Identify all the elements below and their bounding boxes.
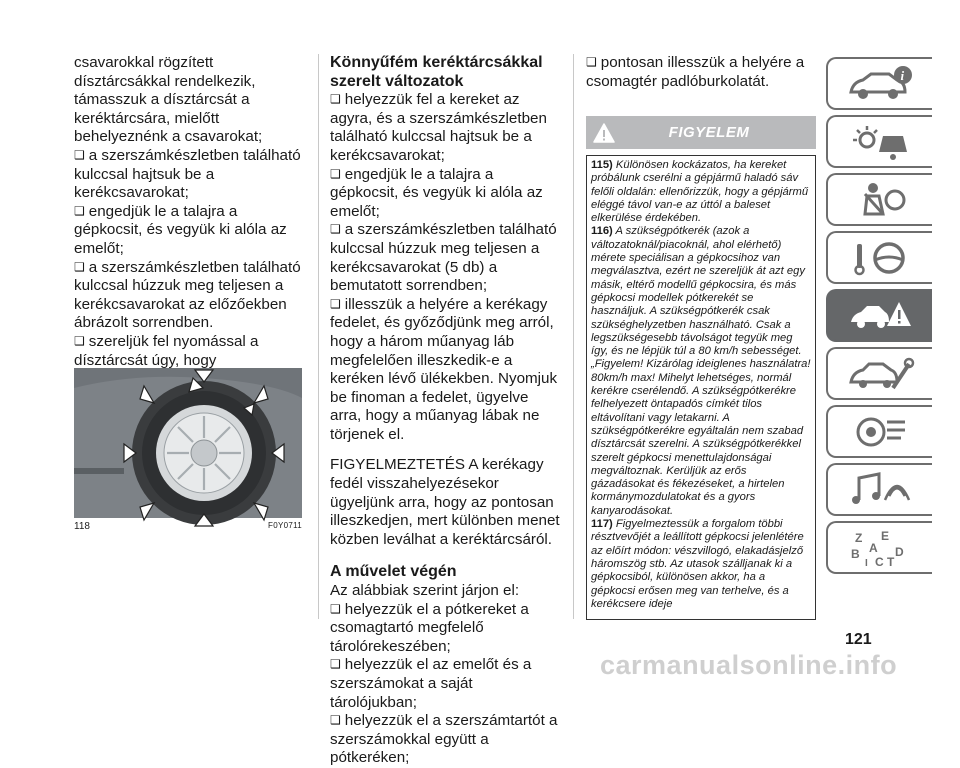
technical-data-icon — [845, 412, 915, 452]
list-item: ❑ a szerszámkészletben található kulccsal húzzuk meg teljesen a kerékcsavarokat az előzőekben ábrázolt sorrendben. — [74, 259, 302, 333]
warning-number: 117) — [591, 518, 613, 531]
warning-box — [586, 155, 816, 620]
svg-text:E: E — [881, 528, 890, 543]
list-item: ❑ a szerszámkészletben található kulccsal hajtsuk be a kerékcsavarokat; — [74, 147, 302, 203]
list-item: ❑ illesszük a helyére a kerékagy fedelet, és győződjünk meg arról, hogy a három műanyag láb megfelelően illeszkedik-e a keréken lévő ülékekben. Nyomjuk be finoman a fedelet, ügyelve arra, hogy a műanyag lábak ne törjenek el. — [330, 296, 562, 445]
section-heading: Könnyűfém keréktárcsákkal szerelt változatok — [330, 54, 543, 90]
wheel-figure — [74, 368, 302, 518]
paragraph: Az alábbiak szerint járjon el: — [330, 582, 520, 600]
subsection-heading: A művelet végén — [330, 563, 457, 581]
tab-starting[interactable] — [826, 231, 932, 284]
car-info-icon — [845, 64, 915, 104]
svg-text:A: A — [869, 540, 878, 555]
list-item: ❑ pontosan illesszük a helyére a csomagtér padlóburkolatát. — [586, 54, 818, 91]
column-divider — [318, 54, 319, 619]
caution-note: FIGYELMEZTETÉS A kerékagy fedél visszahelyezésekor ügyeljünk arra, hogy az pontosan illeszkedjen, mert különben menet közben leválhat a keréktárcsáról. — [330, 456, 560, 548]
page-number: 121 — [845, 631, 872, 648]
warning-triangle-icon — [586, 116, 622, 149]
column-2 — [330, 54, 562, 768]
svg-text:B: B — [851, 546, 860, 561]
tab-dashboard[interactable] — [826, 115, 932, 168]
warning-header — [586, 116, 816, 149]
list-item: ❑ helyezzük el az emelőt és a szerszámokat a saját tárolójukban; — [330, 656, 562, 712]
figure-code: F0Y0711 — [268, 521, 302, 530]
alphabetical-index-icon — [845, 528, 915, 568]
warning-item — [591, 159, 811, 225]
seatbelt-airbag-icon — [845, 180, 915, 220]
svg-text:i: i — [900, 67, 905, 83]
warning-number: 115) — [591, 159, 613, 171]
warning-text: A szükségpótkerék (azok a változatoknál/piacoknál, ahol elérhető) mérete speciálisan a gépkocsihoz van megválasztva, ezért ne szereljük át azt egy másik, eltérő modellű gépkocsira, és más gépkocsi modellek pótkerekét se használjuk. A szükségpótkerék csak szükséghelyzetben használható. Csak a legszükségesebb távolságot tegyük meg így, és ne lépjük túl a 80 km/h sebességet. „Figyelem! Kizárólag ideiglenes használatra! 80km/h max! Mihelyt lehetséges, normál kerékre cserélendő. A szükségpótkerékre felhelyezett öntapadós címkét tilos eltávolítani vagy letakarni. A szükségpótkerékre egyáltalán nem szabad dísztárcsát szerelni. A szükségpótkerékkel szerelt gépkocsi menettulajdonságai megváltoznak. Kerüljük az erős gázadásokat és fékezéseket, a hirtelen kormánymozdulatokat és a gyors kanyarodásokat. — [591, 225, 811, 517]
tab-technical-data[interactable] — [826, 405, 932, 458]
tab-index[interactable] — [826, 521, 932, 574]
tab-safety[interactable] — [826, 173, 932, 226]
list-item: ❑ helyezzük el a szerszámtartót a szerszámokkal együtt a pótkeréken; — [330, 712, 562, 768]
multimedia-icon — [845, 470, 915, 510]
dashboard-lights-icon — [845, 122, 915, 162]
warning-text: Figyelmeztessük a forgalom többi résztvevőjét a leállított gépkocsi jelenlétére az előírt módon: vészvillogó, elakadásjelző háromszög stb. Az utasok szálljanak ki a gépkocsiból, különösen akkor, ha a gépkocsi erősen meg van terhelve, és a kerékcsere ideje — [591, 518, 804, 610]
list-item: ❑ engedjük le a talajra a gépkocsit, és vegyük ki alóla az emelőt; — [74, 203, 302, 259]
steering-wheel-key-icon — [845, 238, 915, 278]
car-warning-triangle-icon — [845, 296, 915, 336]
column-divider — [573, 54, 574, 619]
list-item: ❑ helyezzük fel a kereket az agyra, és a szerszámkészletben található kulccsal hajtsuk be a kerékcsavarokat; — [330, 91, 562, 165]
svg-text:Z: Z — [855, 530, 863, 545]
list-item: ❑ a szerszámkészletben található kulccsal húzzuk meg teljesen a kerékcsavarokat (5 db) a bemutatott sorrendben; — [330, 221, 562, 295]
paragraph: csavarokkal rögzített dísztárcsákkal rendelkezik, támasszuk a dísztárcsát a keréktárcsára, mielőtt behelyeznénk a csavarokat; — [74, 54, 263, 146]
svg-text:D: D — [895, 544, 904, 559]
tab-multimedia[interactable] — [826, 463, 932, 516]
car-service-wrench-icon — [845, 354, 915, 394]
list-item: ❑ szereljük fel nyomással a dísztárcsát úgy, hogy — [74, 333, 302, 463]
figure-caption — [74, 521, 302, 532]
wheel-cover-illustration — [74, 368, 302, 518]
chapter-tabs — [826, 57, 932, 579]
warning-number: 116) — [591, 225, 613, 238]
warning-text: Különösen kockázatos, ha kereket próbálunk cserélni a gépjármű haladó sáv felőli oldalán: ellenőrizzük, hogy a gépjármű eléggé távol van-e az úttól a baleset elkerülése érdekében. — [591, 159, 809, 225]
svg-text:I: I — [865, 557, 868, 569]
column-3 — [586, 54, 818, 91]
warning-title: FIGYELEM — [668, 124, 750, 141]
svg-text:T: T — [887, 554, 895, 569]
tab-maintenance[interactable] — [826, 347, 932, 400]
list-item: ❑ engedjük le a talajra a gépkocsit, és vegyük ki alóla az emelőt; — [330, 166, 562, 222]
warning-item — [591, 225, 811, 518]
svg-text:C: C — [875, 554, 884, 569]
warning-item — [591, 518, 811, 611]
watermark: carmanualsonline.info — [600, 650, 898, 680]
tab-car-info[interactable] — [826, 57, 932, 110]
tab-emergency[interactable] — [826, 289, 932, 342]
list-item: ❑ helyezzük el a pótkereket a csomagtartó megfelelő tárolórekeszében; — [330, 601, 562, 657]
figure-number: 118 — [74, 521, 90, 532]
